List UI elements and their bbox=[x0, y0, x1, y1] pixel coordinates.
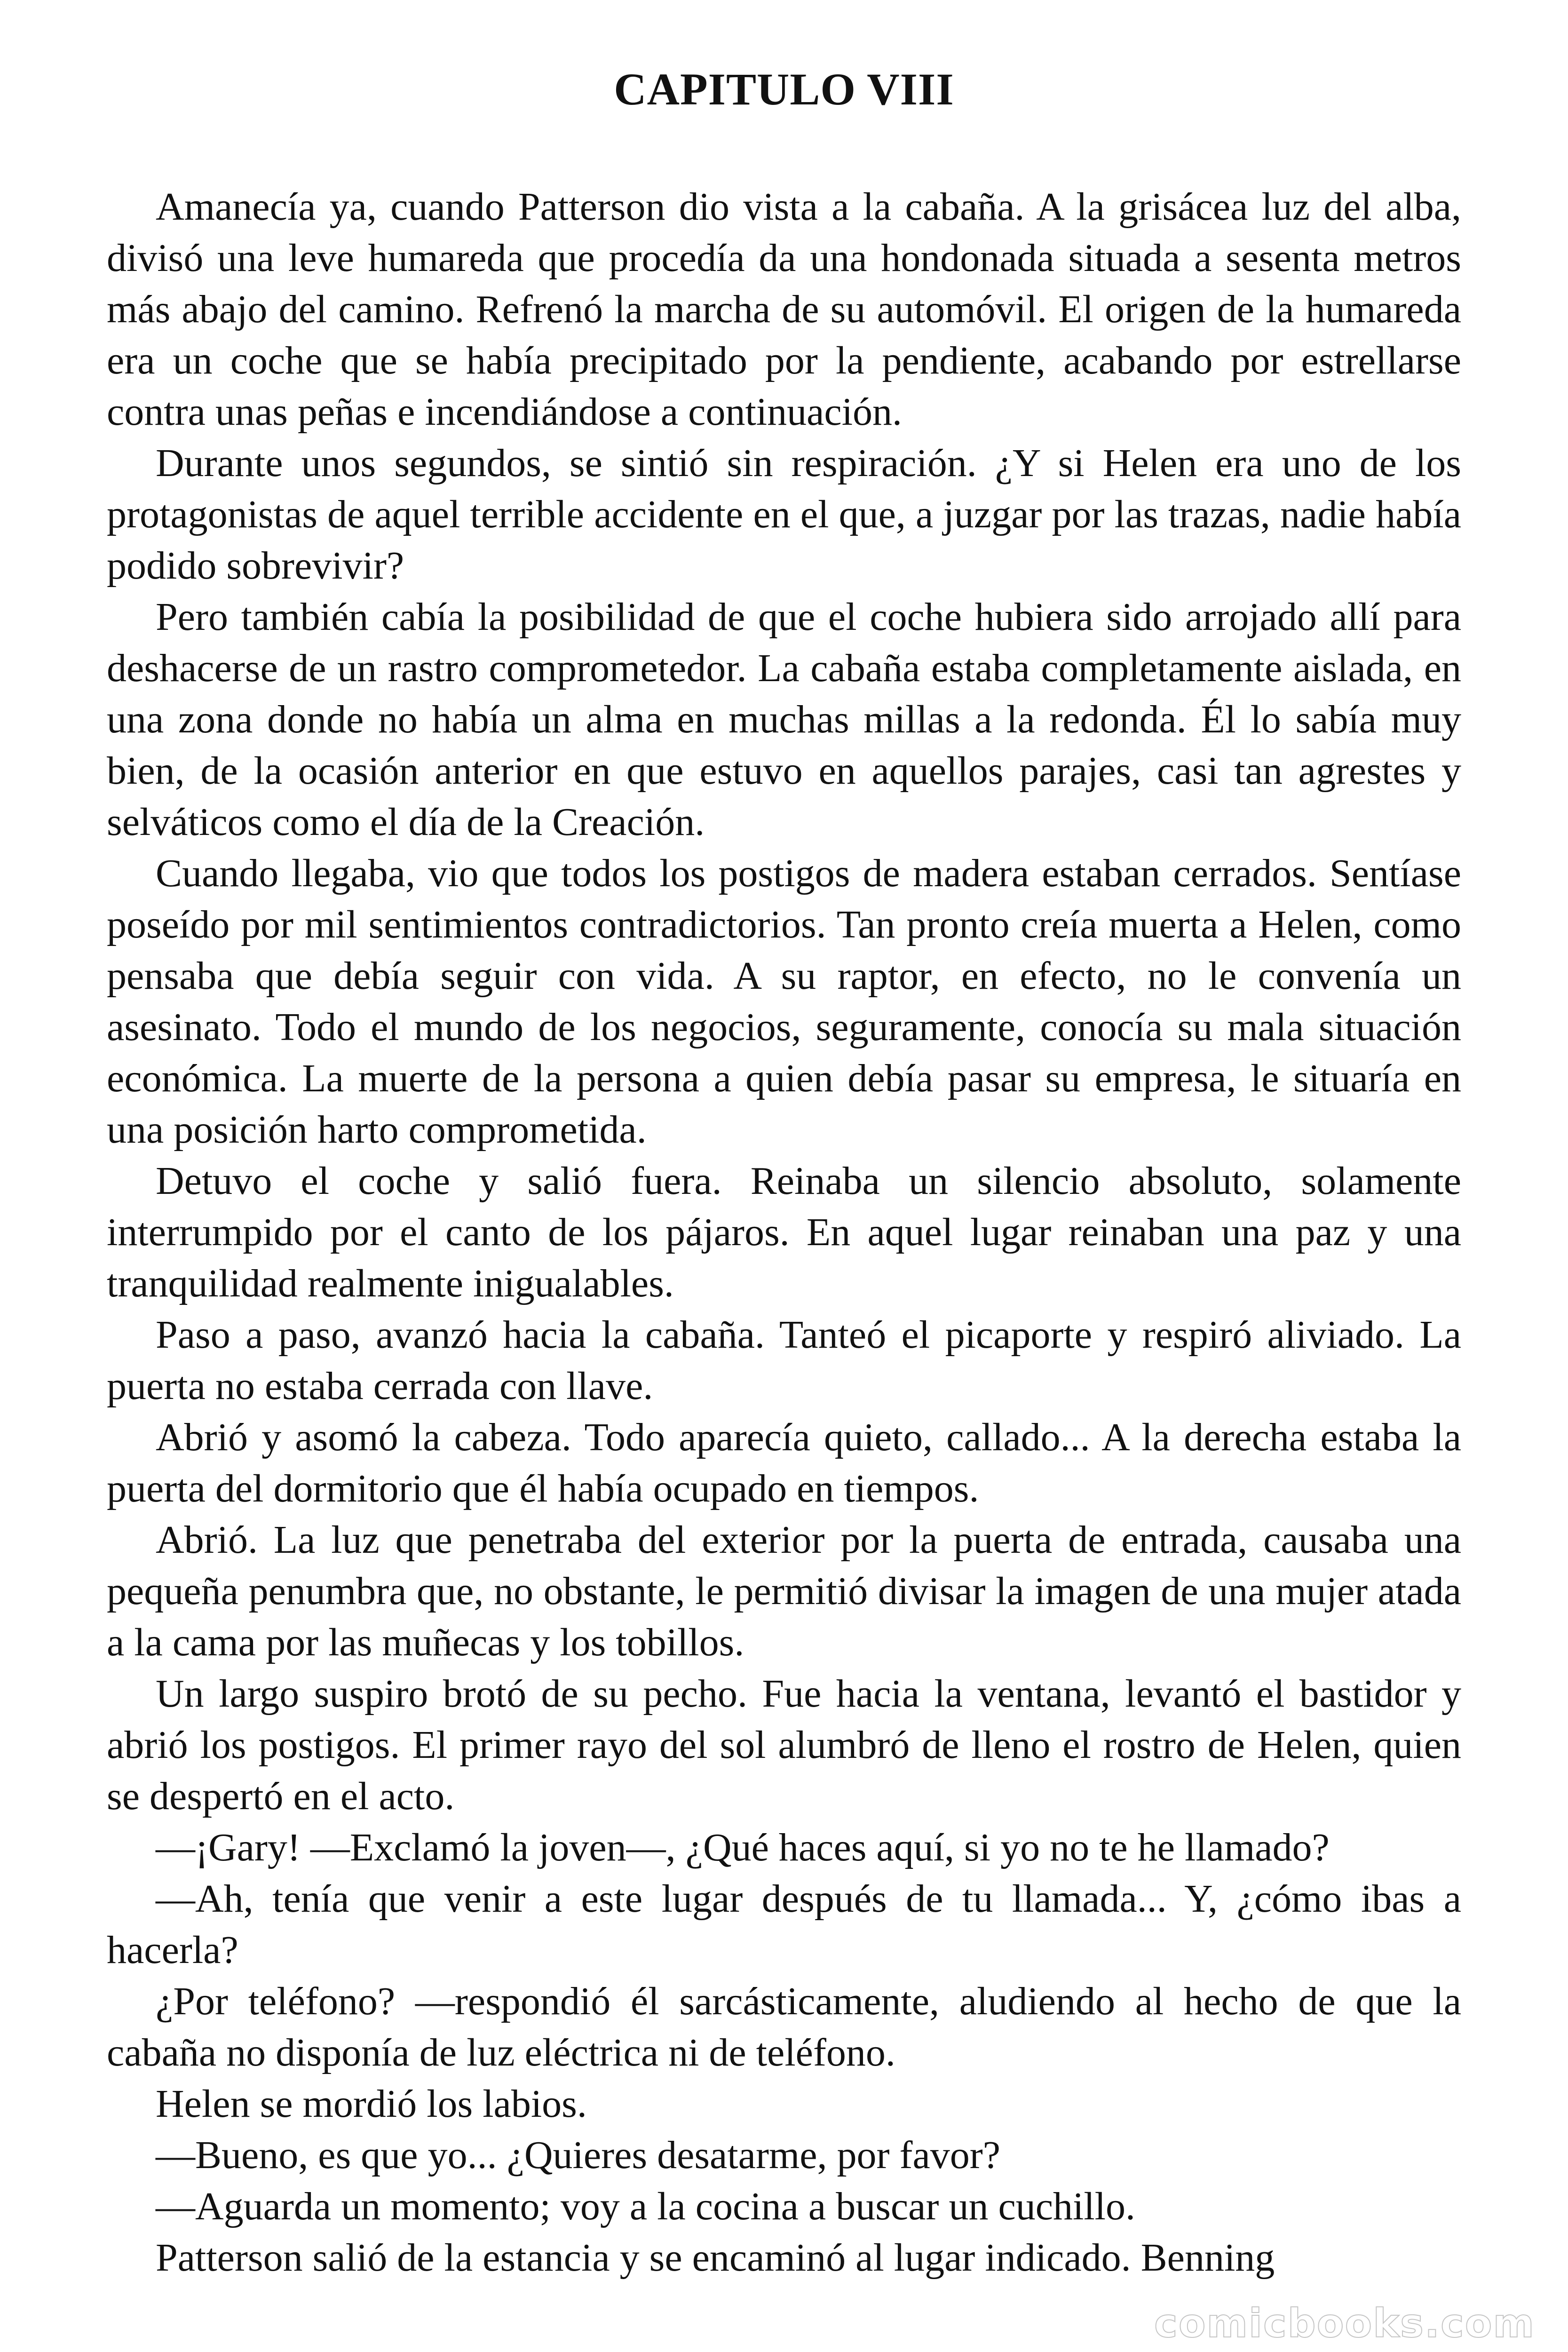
dialogue-line: ¿Por teléfono? —respondió él sarcásticamente, aludiendo al hecho de que la cabaña no disponía de luz eléctrica ni de teléfono. bbox=[107, 1979, 1461, 2074]
paragraph: Abrió y asomó la cabeza. Todo aparecía quieto, callado... A la derecha estaba la puerta del dormitorio que él había ocupado en tiempos. bbox=[107, 1415, 1461, 1510]
paragraph: Abrió. La luz que penetraba del exterior por la puerta de entrada, causaba una pequeña penumbra que, no obstante, le permitió divisar la imagen de una mujer atada a la cama por las muñecas y los tobillos. bbox=[107, 1518, 1461, 1664]
paragraph: Durante unos segundos, se sintió sin respiración. ¿Y si Helen era uno de los protagonistas de aquel terrible accidente en el que, a juzgar por las trazas, nadie había podido sobrevivir? bbox=[107, 441, 1461, 588]
paragraph: Amanecía ya, cuando Patterson dio vista a la cabaña. A la grisácea luz del alba, divisó una leve humareda que procedía da una hondonada situada a sesenta metros más abajo del camino. Refrenó la marcha de su automóvil. El origen de la humareda era un coche que se había precipitado por la pendiente, acabando por estrellarse contra unas peñas e incendiándose a continuación. bbox=[107, 185, 1461, 434]
paragraph: Cuando llegaba, vio que todos los postigos de madera estaban cerrados. Sentíase poseído por mil sentimientos contradictorios. Tan pronto creía muerta a Helen, como pensaba que debía seguir con vida. A su raptor, en efecto, no le convenía un asesinato. Todo el mundo de los negocios, seguramente, conocía su mala situación económica. La muerte de la persona a quien debía pasar su empresa, le situaría en una posición harto comprometida. bbox=[107, 851, 1461, 1152]
paragraph: Detuvo el coche y salió fuera. Reinaba un silencio absoluto, solamente interrumpido por el canto de los pájaros. En aquel lugar reinaban una paz y una tranquilidad realmente inigualables. bbox=[107, 1159, 1461, 1305]
page-bottom-edge bbox=[0, 2347, 1568, 2352]
dialogue-line: —Aguarda un momento; voy a la cocina a buscar un cuchillo. bbox=[156, 2185, 1136, 2228]
watermark-logo: comicbooks.com bbox=[1154, 2300, 1535, 2346]
dialogue-line: —Bueno, es que yo... ¿Quieres desatarme, por favor? bbox=[156, 2133, 1001, 2177]
paragraph: Un largo suspiro brotó de su pecho. Fue hacia la ventana, levantó el bastidor y abrió los postigos. El primer rayo del sol alumbró de lleno el rostro de Helen, quien se despertó en el acto. bbox=[107, 1672, 1461, 1818]
paragraph: Helen se mordió los labios. bbox=[156, 2082, 587, 2126]
chapter-title: CAPITULO VIII bbox=[614, 64, 954, 114]
dialogue-line: —Ah, tenía que venir a este lugar después de tu llamada... Y, ¿cómo ibas a hacerla? bbox=[107, 1877, 1461, 1972]
paragraph: Paso a paso, avanzó hacia la cabaña. Tanteó el picaporte y respiró aliviado. La puerta no estaba cerrada con llave. bbox=[107, 1313, 1461, 1408]
paragraph-cut-off: Patterson salió de la estancia y se encaminó al lugar indicado. Benning bbox=[156, 2236, 1275, 2280]
paragraph: Pero también cabía la posibilidad de que el coche hubiera sido arrojado allí para deshacerse de un rastro comprometedor. La cabaña estaba completamente aislada, en una zona donde no había un alma en muchas millas a la redonda. Él lo sabía muy bien, de la ocasión anterior en que estuvo en aquellos parajes, casi tan agrestes y selváticos como el día de la Creación. bbox=[107, 595, 1461, 844]
chapter-body bbox=[107, 181, 1461, 2283]
dialogue-line: —¡Gary! —Exclamó la joven—, ¿Qué haces aquí, si yo no te he llamado? bbox=[156, 1826, 1330, 1869]
